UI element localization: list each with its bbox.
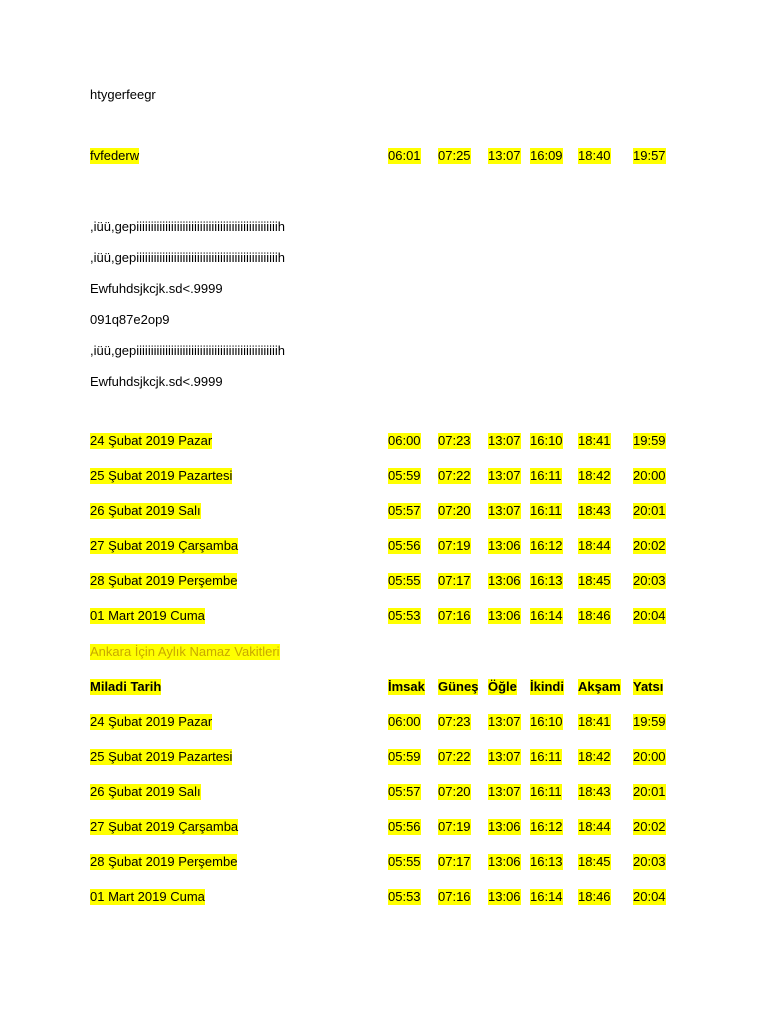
column-header: Yatsı [633, 679, 664, 694]
time-cell: 13:07 [488, 503, 521, 518]
first-row-time: 06:01 [388, 148, 421, 163]
note-line: ,iüü,gepiiiiiiiiiiiiiiiiiiiiiiiiiiiiiiiiiiiiiiiiiiiiiiiiih [90, 250, 286, 265]
time-cell: 05:57 [388, 503, 421, 518]
table-row [0, 503, 768, 519]
time-cell: 05:53 [388, 889, 421, 904]
time-cell: 20:01 [633, 503, 666, 518]
time-cell: 20:02 [633, 538, 666, 553]
time-cell: 05:55 [388, 854, 421, 869]
time-cell: 18:42 [578, 749, 611, 764]
time-cell: 18:44 [578, 538, 611, 553]
table-title: Ankara İçin Aylık Namaz Vakitleri [90, 644, 280, 659]
time-cell: 07:17 [438, 573, 471, 588]
time-cell: 16:10 [530, 433, 563, 448]
time-cell: 18:43 [578, 784, 611, 799]
time-cell: 19:59 [633, 433, 666, 448]
time-cell: 13:06 [488, 854, 521, 869]
time-cell: 20:04 [633, 889, 666, 904]
first-row-time: 13:07 [488, 148, 521, 163]
time-cell: 16:14 [530, 608, 563, 623]
first-row-time: 16:09 [530, 148, 563, 163]
time-cell: 06:00 [388, 714, 421, 729]
column-header: Miladi Tarih [90, 679, 162, 694]
time-cell: 16:11 [530, 503, 562, 518]
first-row-time: 07:25 [438, 148, 471, 163]
time-cell: 20:02 [633, 819, 666, 834]
time-cell: 07:22 [438, 749, 471, 764]
time-cell: 20:04 [633, 608, 666, 623]
date-cell: 28 Şubat 2019 Perşembe [90, 573, 238, 588]
time-cell: 13:07 [488, 468, 521, 483]
time-cell: 18:45 [578, 573, 611, 588]
column-header: Akşam [578, 679, 621, 694]
note-line: Ewfuhdsjkcjk.sd<.9999 [90, 281, 223, 296]
time-cell: 18:46 [578, 608, 611, 623]
date-cell: 01 Mart 2019 Cuma [90, 608, 205, 623]
table-header-row [0, 679, 768, 695]
table-row [0, 608, 768, 624]
time-cell: 20:03 [633, 573, 666, 588]
time-cell: 18:42 [578, 468, 611, 483]
time-cell: 07:22 [438, 468, 471, 483]
table-row [0, 468, 768, 484]
time-cell: 13:06 [488, 538, 521, 553]
column-header: Güneş [438, 679, 479, 694]
time-cell: 16:11 [530, 749, 562, 764]
time-cell: 07:16 [438, 608, 471, 623]
time-cell: 18:43 [578, 503, 611, 518]
first-row-label: fvfederw [90, 148, 140, 163]
first-row-time: 18:40 [578, 148, 611, 163]
time-cell: 07:16 [438, 889, 471, 904]
time-cell: 07:19 [438, 819, 471, 834]
time-cell: 07:20 [438, 503, 471, 518]
time-cell: 13:07 [488, 749, 521, 764]
date-cell: 25 Şubat 2019 Pazartesi [90, 749, 233, 764]
note-line: Ewfuhdsjkcjk.sd<.9999 [90, 374, 223, 389]
table-row [0, 714, 768, 730]
time-cell: 18:41 [578, 714, 611, 729]
time-cell: 20:00 [633, 749, 666, 764]
date-cell: 28 Şubat 2019 Perşembe [90, 854, 238, 869]
time-cell: 05:56 [388, 819, 421, 834]
date-cell: 24 Şubat 2019 Pazar [90, 714, 213, 729]
note-line: ,iüü,gepiiiiiiiiiiiiiiiiiiiiiiiiiiiiiiiiiiiiiiiiiiiiiiiiih [90, 343, 286, 358]
date-cell: 27 Şubat 2019 Çarşamba [90, 819, 239, 834]
time-cell: 07:23 [438, 714, 471, 729]
table-row [0, 819, 768, 835]
time-cell: 13:07 [488, 784, 521, 799]
table-row [0, 433, 768, 449]
time-cell: 20:03 [633, 854, 666, 869]
table-row [0, 784, 768, 800]
time-cell: 18:41 [578, 433, 611, 448]
time-cell: 13:06 [488, 889, 521, 904]
date-cell: 25 Şubat 2019 Pazartesi [90, 468, 233, 483]
time-cell: 16:14 [530, 889, 563, 904]
first-row-time: 19:57 [633, 148, 666, 163]
time-cell: 13:07 [488, 433, 521, 448]
time-cell: 13:06 [488, 819, 521, 834]
date-cell: 01 Mart 2019 Cuma [90, 889, 205, 904]
time-cell: 16:13 [530, 854, 563, 869]
column-header: Öğle [488, 679, 517, 694]
table-row [0, 573, 768, 589]
time-cell: 05:59 [388, 749, 421, 764]
time-cell: 13:06 [488, 608, 521, 623]
time-cell: 07:20 [438, 784, 471, 799]
time-cell: 05:59 [388, 468, 421, 483]
time-cell: 18:46 [578, 889, 611, 904]
time-cell: 16:11 [530, 784, 562, 799]
table-row [0, 538, 768, 554]
date-cell: 27 Şubat 2019 Çarşamba [90, 538, 239, 553]
column-header: İmsak [388, 679, 425, 694]
time-cell: 07:17 [438, 854, 471, 869]
time-cell: 16:13 [530, 573, 563, 588]
time-cell: 16:12 [530, 538, 563, 553]
date-cell: 26 Şubat 2019 Salı [90, 503, 201, 518]
time-cell: 16:12 [530, 819, 563, 834]
time-cell: 07:23 [438, 433, 471, 448]
document-heading [90, 87, 156, 103]
date-cell: 26 Şubat 2019 Salı [90, 784, 201, 799]
time-cell: 18:45 [578, 854, 611, 869]
note-line: ,iüü,gepiiiiiiiiiiiiiiiiiiiiiiiiiiiiiiiiiiiiiiiiiiiiiiiiih [90, 219, 286, 234]
time-cell: 05:57 [388, 784, 421, 799]
date-cell: 24 Şubat 2019 Pazar [90, 433, 213, 448]
time-cell: 05:56 [388, 538, 421, 553]
time-cell: 13:06 [488, 573, 521, 588]
heading-text: htygerfeegr [90, 87, 156, 102]
time-cell: 20:01 [633, 784, 666, 799]
time-cell: 05:53 [388, 608, 421, 623]
time-cell: 07:19 [438, 538, 471, 553]
column-header: İkindi [530, 679, 564, 694]
table-row [0, 854, 768, 870]
time-cell: 06:00 [388, 433, 421, 448]
note-line: 091q87e2op9 [90, 312, 170, 327]
time-cell: 20:00 [633, 468, 666, 483]
table-row [0, 749, 768, 765]
time-cell: 19:59 [633, 714, 666, 729]
time-cell: 18:44 [578, 819, 611, 834]
time-cell: 16:10 [530, 714, 563, 729]
first-time-row [0, 148, 768, 164]
time-cell: 13:07 [488, 714, 521, 729]
time-cell: 05:55 [388, 573, 421, 588]
time-cell: 16:11 [530, 468, 562, 483]
table-row [0, 889, 768, 905]
